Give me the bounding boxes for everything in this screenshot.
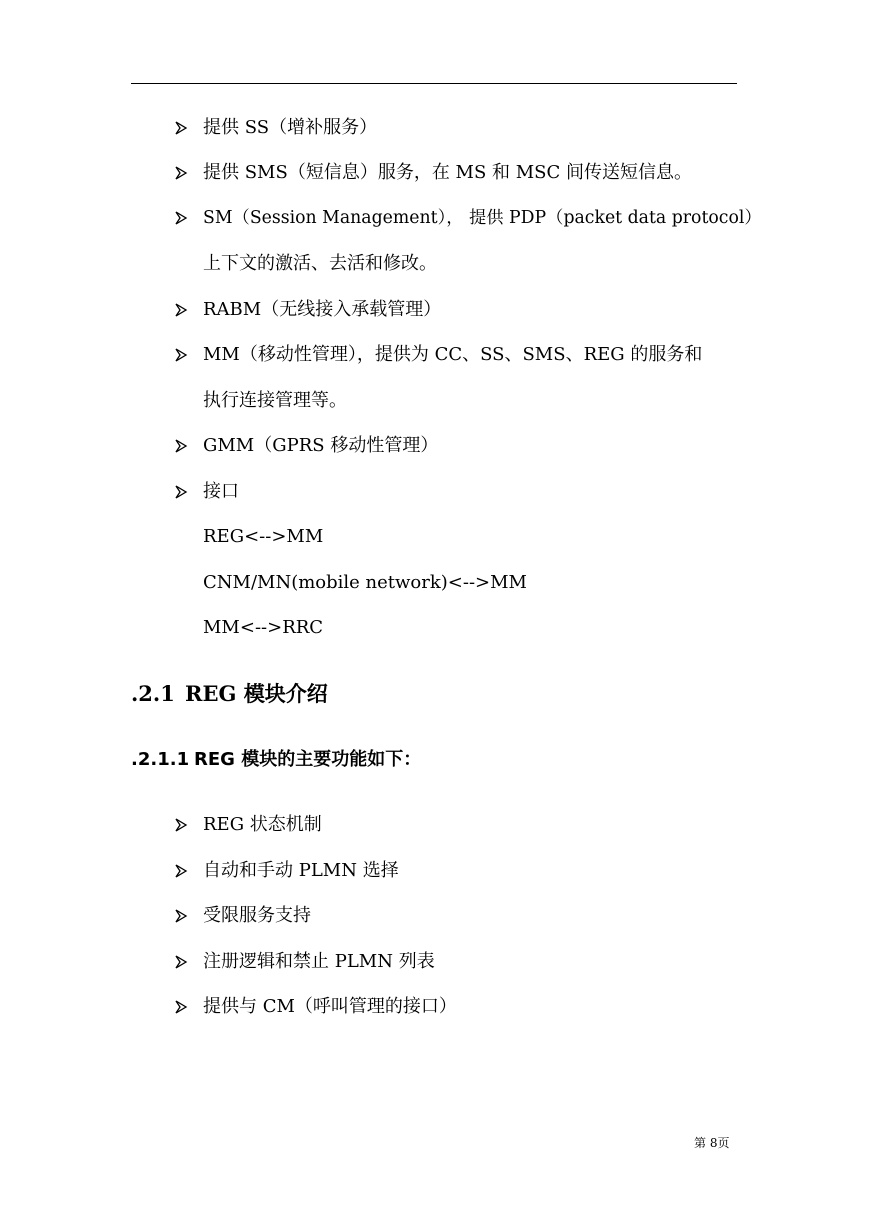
list-item: 自动和手动 PLMN 选择 — [203, 860, 399, 881]
list-item: 提供 SS（增补服务） — [203, 117, 378, 138]
subsection-number: .2.1.1 — [131, 749, 190, 770]
section-heading — [131, 680, 328, 708]
arrowhead-bullet-icon — [172, 995, 190, 1019]
arrowhead-bullet-icon — [172, 343, 190, 367]
arrowhead-bullet-icon — [172, 206, 190, 230]
arrowhead-bullet-icon — [172, 161, 190, 185]
arrowhead-bullet-icon — [172, 859, 190, 883]
list-item: 提供与 CM（呼叫管理的接口） — [203, 996, 457, 1017]
arrowhead-bullet-icon — [172, 813, 190, 837]
arrowhead-bullet-icon — [172, 480, 190, 504]
list-item: 接口 — [203, 481, 239, 502]
list-item: 受限服务支持 — [203, 905, 311, 926]
subsection-title: REG 模块的主要功能如下： — [194, 749, 422, 770]
interface-line: CNM/MN(mobile network)<-->MM — [203, 572, 527, 593]
interface-line: REG<-->MM — [203, 526, 324, 547]
header-rule — [131, 83, 737, 84]
list-item: REG 状态机制 — [203, 814, 322, 835]
list-item: RABM（无线接入承载管理） — [203, 299, 442, 320]
list-item: MM（移动性管理），提供为 CC、SS、SMS、REG 的服务和 — [203, 344, 703, 365]
arrowhead-bullet-icon — [172, 950, 190, 974]
section-title: REG 模块介绍 — [185, 681, 328, 706]
interface-line: MM<-->RRC — [203, 617, 324, 638]
list-item-continuation: 上下文的激活、去活和修改。 — [203, 253, 437, 274]
page-number: 第 8页 — [694, 1136, 730, 1150]
arrowhead-bullet-icon — [172, 116, 190, 140]
arrowhead-bullet-icon — [172, 298, 190, 322]
arrowhead-bullet-icon — [172, 904, 190, 928]
list-item: SM（Session Management）， 提供 PDP（packet data protocol） — [203, 208, 762, 228]
arrowhead-bullet-icon — [172, 434, 190, 458]
list-item: GMM（GPRS 移动性管理） — [203, 435, 439, 456]
section-number: .2.1 — [131, 681, 175, 706]
list-item: 提供 SMS（短信息）服务，在 MS 和 MSC 间传送短信息。 — [203, 162, 692, 183]
list-item: 注册逻辑和禁止 PLMN 列表 — [203, 951, 435, 972]
subsection-heading — [131, 748, 421, 772]
list-item-continuation: 执行连接管理等。 — [203, 390, 347, 411]
